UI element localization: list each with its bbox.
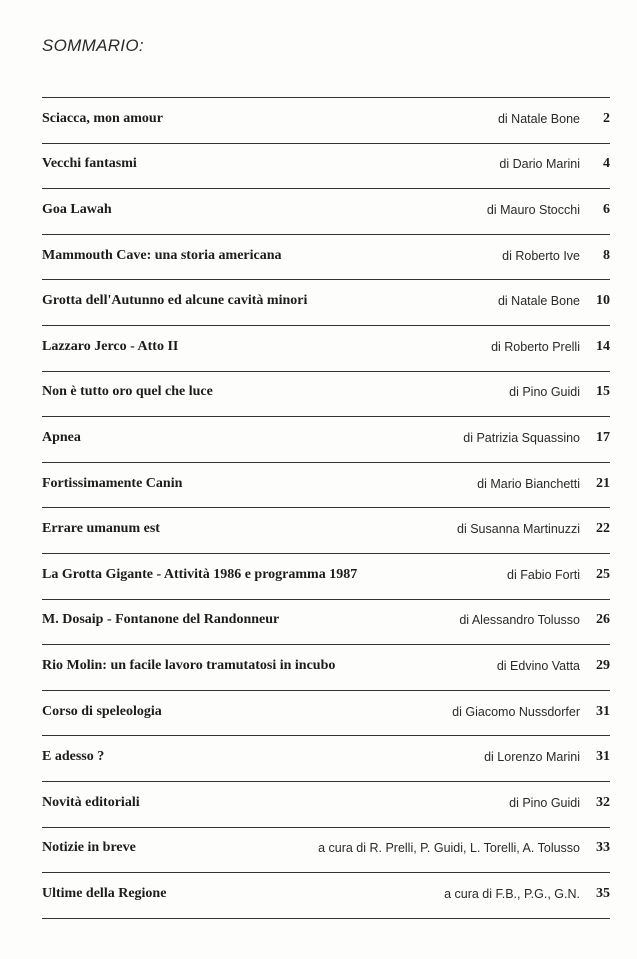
article-title: Lazzaro Jerco - Atto II — [42, 338, 179, 354]
article-author: di Susanna Martinuzzi — [457, 522, 580, 537]
article-title: Grotta dell'Autunno ed alcune cavità minori — [42, 293, 308, 309]
page-number: 14 — [596, 338, 610, 354]
toc-row — [42, 280, 610, 326]
page-number: 35 — [596, 885, 610, 901]
page-number: 10 — [596, 293, 610, 309]
toc-row — [42, 691, 610, 737]
page-number: 32 — [596, 794, 610, 810]
article-author: di Alessandro Tolusso — [459, 613, 580, 628]
article-title: Novità editoriali — [42, 794, 140, 810]
article-title: Non è tutto oro quel che luce — [42, 384, 213, 400]
article-author: di Pino Guidi — [509, 385, 580, 400]
article-title: Fortissimamente Canin — [42, 475, 183, 491]
article-title: Vecchi fantasmi — [42, 156, 137, 172]
article-title: M. Dosaip - Fontanone del Randonneur — [42, 612, 280, 628]
toc-row — [42, 144, 610, 190]
article-author: a cura di R. Prelli, P. Guidi, L. Torelli, A. Tolusso — [318, 841, 580, 856]
table-of-contents — [42, 97, 610, 919]
article-title: Sciacca, mon amour — [42, 110, 163, 126]
toc-row — [42, 189, 610, 235]
page-number: 25 — [596, 566, 610, 582]
article-title: Rio Molin: un facile lavoro tramutatosi in incubo — [42, 657, 336, 673]
article-title: Notizie in breve — [42, 840, 136, 856]
article-title: Goa Lawah — [42, 201, 112, 217]
article-author: di Patrizia Squassino — [463, 430, 580, 445]
toc-row — [42, 828, 610, 874]
toc-row — [42, 372, 610, 418]
article-author: di Mario Bianchetti — [477, 476, 580, 491]
page-number: 17 — [596, 429, 610, 445]
toc-row — [42, 508, 610, 554]
toc-row — [42, 417, 610, 463]
article-author: di Natale Bone — [497, 111, 580, 126]
article-author: di Pino Guidi — [509, 795, 580, 810]
toc-row — [42, 873, 610, 919]
article-title: Corso di speleologia — [42, 703, 162, 719]
article-title: Errare umanum est — [42, 521, 160, 537]
page-number: 21 — [596, 475, 610, 491]
article-author: di Lorenzo Marini — [484, 750, 580, 765]
article-author: di Fabio Forti — [507, 567, 580, 582]
page-number: 29 — [596, 657, 610, 673]
article-author: di Giacomo Nussdorfer — [452, 704, 580, 719]
article-author: di Roberto Ive — [502, 248, 580, 263]
page-number: 22 — [596, 521, 610, 537]
toc-row — [42, 235, 610, 281]
article-author: di Edvino Vatta — [496, 658, 580, 673]
page-number: 31 — [596, 749, 610, 765]
page-number: 31 — [596, 703, 610, 719]
toc-row — [42, 645, 610, 691]
article-title: Apnea — [42, 429, 81, 445]
page-number: 8 — [603, 247, 610, 263]
article-author: di Natale Bone — [497, 294, 580, 309]
page-number: 15 — [596, 384, 610, 400]
page-number: 4 — [603, 156, 610, 172]
page-title: SOMMARIO: — [42, 36, 144, 55]
toc-row — [42, 782, 610, 828]
toc-row — [42, 463, 610, 509]
article-author: di Dario Marini — [499, 157, 580, 172]
article-author: di Roberto Prelli — [491, 339, 580, 354]
article-title: Mammouth Cave: una storia americana — [42, 247, 282, 263]
toc-row — [42, 736, 610, 782]
article-author: a cura di F.B., P.G., G.N. — [444, 886, 580, 901]
article-author: di Mauro Stocchi — [486, 202, 580, 217]
article-title: E adesso ? — [42, 749, 105, 765]
toc-row — [42, 600, 610, 646]
article-title: Ultime della Regione — [42, 885, 167, 901]
toc-row — [42, 554, 610, 600]
page-number: 2 — [603, 110, 610, 126]
article-title: La Grotta Gigante - Attività 1986 e programma 1987 — [42, 566, 358, 582]
page-number: 33 — [596, 840, 610, 856]
page-number: 26 — [596, 612, 610, 628]
page-number: 6 — [603, 201, 610, 217]
toc-row — [42, 98, 610, 144]
toc-row — [42, 326, 610, 372]
